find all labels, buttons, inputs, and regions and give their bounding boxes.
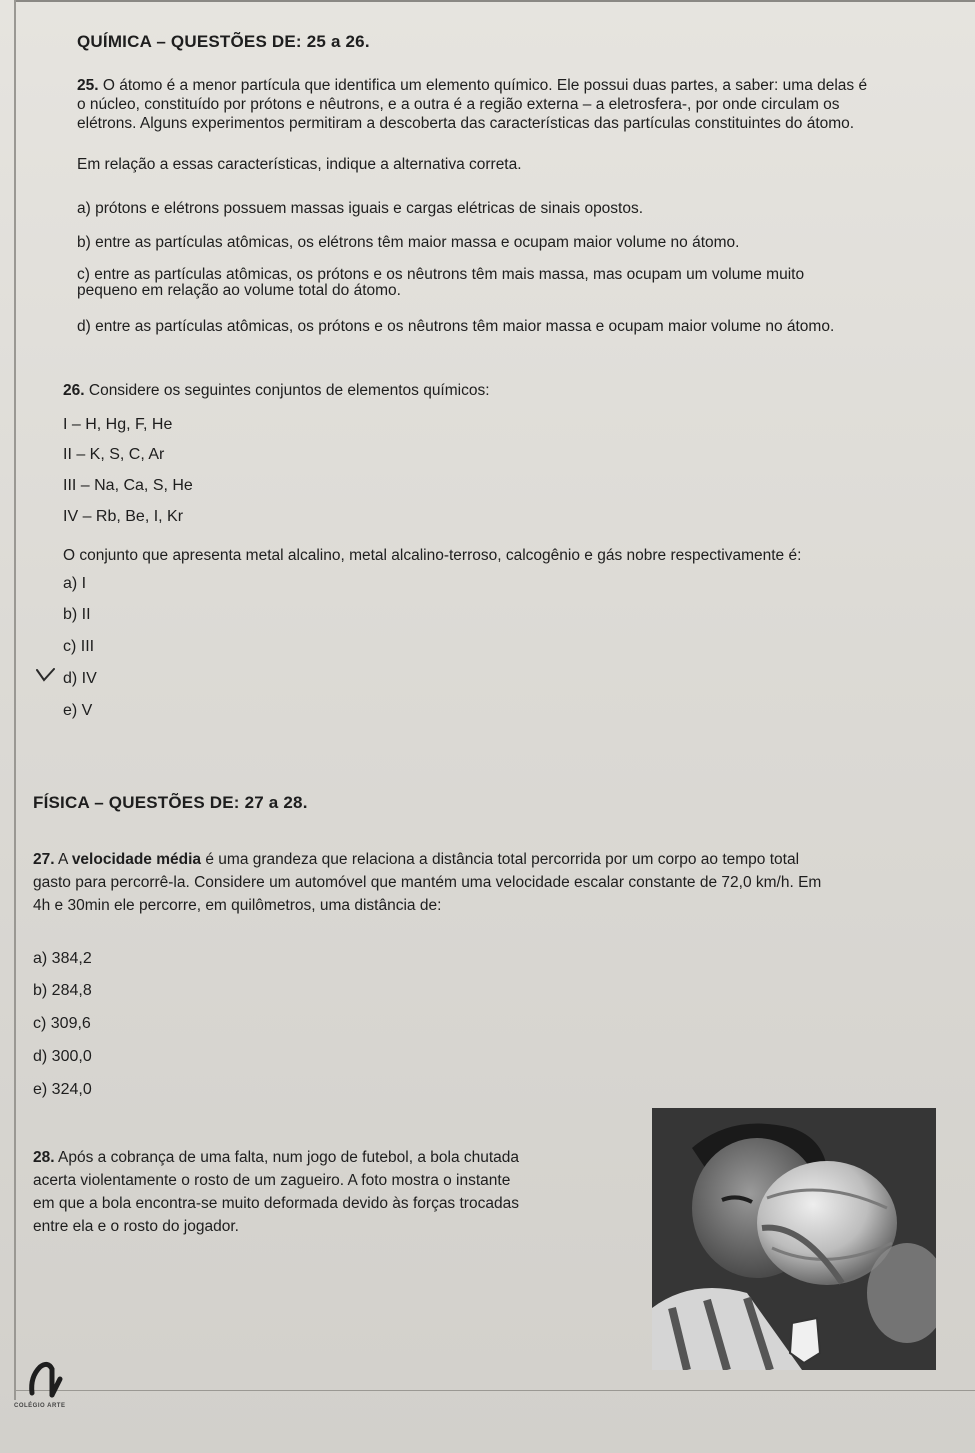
q25-option-c-cont: pequeno em relação ao volume total do átomo. (77, 282, 401, 299)
q26-set-3: III – Na, Ca, S, He (63, 477, 193, 494)
q28-line2: acerta violentamente o rosto de um zagueiro. A foto mostra o instante (33, 1172, 511, 1189)
q26-statement: Considere os seguintes conjuntos de elementos químicos: (88, 382, 490, 399)
q25-option-c: c) entre as partículas atômicas, os prótons e os nêutrons têm mais massa, mas ocupam um volume muito (77, 266, 805, 283)
q26-option-a: a) I (63, 575, 87, 592)
q26-option-e: e) V (63, 702, 93, 719)
q25-option-d: d) entre as partículas atômicas, os prótons e os nêutrons têm maior massa e ocupam maior volume no átomo. (77, 318, 835, 335)
q27-option-d: d) 300,0 (33, 1048, 92, 1065)
q26-number: 26. (63, 382, 85, 399)
q26-prompt: O conjunto que apresenta metal alcalino, metal alcalino-terroso, calcogênio e gás nobre respectivamente é: (63, 547, 802, 564)
q27-intro: A (58, 851, 68, 868)
fisica-section-title: FÍSICA – QUESTÕES DE: 27 a 28. (33, 793, 308, 812)
q27-option-c: c) 309,6 (33, 1015, 91, 1032)
q26-set-4: IV – Rb, Be, I, Kr (63, 508, 184, 525)
q25-option-a: a) prótons e elétrons possuem massas iguais e cargas elétricas de sinais opostos. (77, 200, 644, 217)
q25-number: 25. (77, 77, 99, 94)
q26-set-2: II – K, S, C, Ar (63, 446, 165, 463)
q28-line3: em que a bola encontra-se muito deformada devido às forças trocadas (33, 1195, 519, 1212)
q27-text (33, 850, 968, 915)
player-ball-photo-icon (652, 1108, 936, 1370)
q27-option-b: b) 284,8 (33, 982, 92, 999)
q25-option-b: b) entre as partículas atômicas, os elétrons têm maior massa e ocupam maior volume no átomo. (77, 234, 740, 251)
q25-line1: O átomo é a menor partícula que identifica um elemento químico. Ele possui duas partes, a saber: uma delas é (102, 77, 868, 94)
football-photo (652, 1108, 936, 1370)
q26-set-1: I – H, Hg, F, He (63, 416, 173, 433)
q28-text (33, 1146, 643, 1238)
top-border (14, 0, 975, 6)
q26-option-d: d) IV (63, 670, 97, 687)
q27-line1: é uma grandeza que relaciona a distância total percorrida por um corpo ao tempo total (205, 851, 800, 868)
q25-text (77, 76, 947, 133)
q28-line4: entre ela e o rosto do jogador. (33, 1218, 239, 1235)
school-logo-icon (26, 1355, 66, 1405)
quimica-section-title: QUÍMICA – QUESTÕES DE: 25 a 26. (77, 32, 370, 51)
handwritten-check-mark-icon (35, 668, 57, 684)
q27-option-a: a) 384,2 (33, 950, 92, 967)
q27-line3: 4h e 30min ele percorre, em quilômetros, uma distância de: (33, 897, 442, 914)
q27-number: 27. (33, 851, 55, 868)
q28-line1: Após a cobrança de uma falta, num jogo de futebol, a bola chutada (58, 1149, 520, 1166)
q25-line3: elétrons. Alguns experimentos permitiram a descoberta das características das partículas constituintes do átomo. (77, 115, 855, 132)
q27-bold-term: velocidade média (71, 851, 202, 868)
q26-text (63, 381, 490, 400)
q26-option-c: c) III (63, 638, 95, 655)
bottom-border (14, 1390, 975, 1391)
q27-option-e: e) 324,0 (33, 1081, 92, 1098)
left-border (14, 0, 16, 1400)
q27-line2: gasto para percorrê-la. Considere um automóvel que mantém uma velocidade escalar constante de 72,0 km/h. Em (33, 874, 822, 891)
school-logo-text: COLÉGIO ARTE (14, 1403, 66, 1409)
q25-prompt: Em relação a essas características, indique a alternativa correta. (77, 156, 522, 173)
q25-line2: o núcleo, constituído por prótons e nêutrons, e a outra é a região externa – a eletrosfera-, por onde circulam os (77, 96, 840, 113)
q26-option-b: b) II (63, 606, 91, 623)
q28-number: 28. (33, 1149, 55, 1166)
